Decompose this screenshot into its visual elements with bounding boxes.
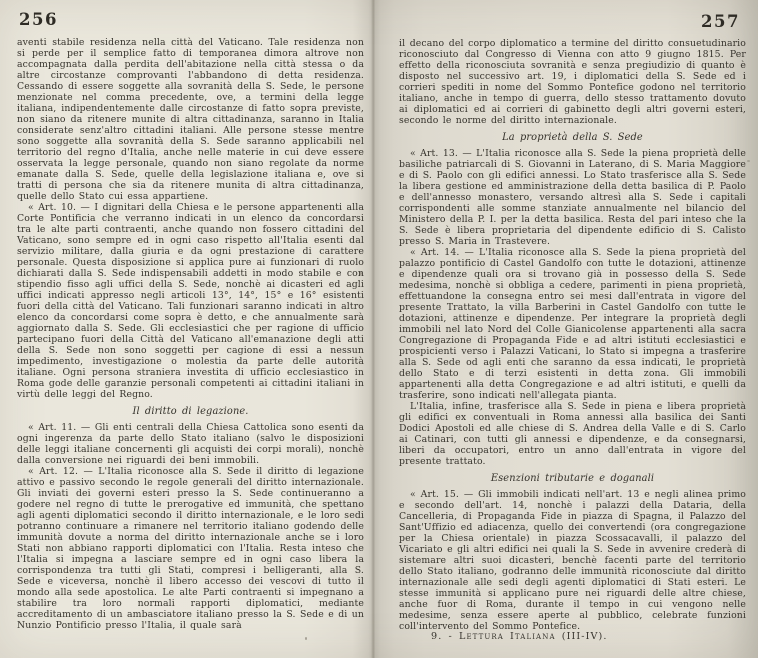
paragraph-art-15: « Art. 15. — Gli immobili indicati nell'art. 13 e negli alinea primo e secondo dell'art. 14, nonchè i palazzi della Dataria, della Cancelleria, di Propaganda Fide in piazza di Spagna, il Palazzo del Sant'Uffizio ed adiacenza, quello dei convertendi (ora congregazione per la Chiesa orientale) in piazza Scossacavalli, il palazzo del Vicariato e gli altri edifici nei quali la S. Sede in avvenire crederà di sistemare altri suoi dicasteri, benchè facenti parte del territorio dello Stato italiano, godranno delle immunità riconosciute dal diritto internazionale alle sedi degli agenti diplomatici di Stati esteri. Le stesse immunità si applicano pure nei riguardi delle altre chiese, anche fuor di Roma, durante il tempo in cui vengono nelle medesime, senza essere aperte al pubblico, celebrate funzioni coll'intervento del Sommo Pontefice. [399, 489, 746, 632]
paragraph-art9-continuation: aventi stabile residenza nella città del Vaticano. Tale residenza non si perde per il semplice fatto di temporanea dimora altrove non accompagnata dalla perdita dell'abitazione nella città stessa o da altre circostanze comprovanti l'abbandono di detta residenza. Cessando di essere soggette alla sovranità della S. Sede, le persone menzionate nel comma precedente, ove, a termini della legge italiana, indipendentemente dalle circostanze di fatto sopra previste, non siano da ritenere munite di altra cittadinanza, saranno in Italia considerate senz'altro cittadini italiani. Alle persone stesse mentre sono soggette alla sovranità della S. Sede saranno applicabili nel territorio del regno d'Italia, anche nelle materie in cui deve essere osservata la legge personale, quando non siano regolate da norme emanate dalla S. Sede, quelle della legislazione italiana e, ove si tratti di persona che sia da ritenere munita di altra cittadinanza, quelle dello Stato cui essa appartiene. [17, 37, 364, 202]
section-heading-diritto-di-legazione: Il diritto di legazione. [132, 406, 249, 417]
scan-speck [359, 272, 362, 275]
scan-speck [747, 160, 750, 162]
paragraph-art-14: « Art. 14. — L'Italia riconosce alla S. Sede la piena proprietà del palazzo pontificio di Castel Gandolfo con tutte le dotazioni, attinenze e dipendenze quali ora si trovano già in possesso della S. Sede medesima, nonchè si obbliga a cedere, parimenti in piena proprietà, effettuandone la consegna entro sei mesi dall'entrata in vigore del presente Trattato, la villa Barberini in Castel Gandolfo con tutte le dotazioni, attinenze e dipendenze. Per integrare la proprietà degli immobili nel lato Nord del Colle Gianicolense appartenenti alla sacra Congregazione di Propaganda Fide e ad altri istituti ecclesiastici e prospicienti verso i Palazzi Vaticani, lo Stato si impegna a trasferire alla S. Sede od agli enti che saranno da essa indicati, le proprietà dello Stato e di terzi esistenti in detta zona. Gli immobili appartenenti alla detta Congregazione e ad altri istituti, e quelli da trasferire, sono indicati nell'allegata pianta. [399, 247, 746, 401]
scan-speck [305, 637, 307, 640]
page-right-text [399, 38, 746, 632]
paragraph-art-13: « Art. 13. — L'Italia riconosce alla S. Sede la piena proprietà delle basiliche patriarcali di S. Giovanni in Laterano, di S. Maria Maggiore e di S. Paolo con gli edifici annessi. Lo Stato trasferisce alla S. Sede la libera gestione ed amministrazione della detta basilica di P. Paolo e dell'annesso monastero, versando altresì alla S. Sede i capitali corrispondenti alle somme stanziate annualmente nel bilancio del Ministero della P. I. per la detta basilica. Resta del pari inteso che la S. Sede è libera proprietaria del dipendente edificio di S. Calisto presso S. Maria in Trastevere. [399, 148, 746, 247]
paragraph-art12-continuation: il decano del corpo diplomatico a termine del diritto consuetudinario riconosciuto dal Congresso di Vienna con atto 9 giugno 1815. Per effetto della riconosciuta sovranità e senza pregiudizio di quanto è disposto nel successivo art. 19, i diplomatici della S. Sede ed i corrieri spediti in nome del Sommo Pontefice godono nel territorio italiano, anche in tempo di guerra, dello stesso trattamento dovuto ai diplomatici ed ai corrieri di gabinetto degli altri governi esteri, secondo le norme del diritto internazionale. [399, 38, 746, 126]
volume-signature-footer: 9. - Lettura Italiana (III-IV). [431, 631, 608, 642]
paragraph-art-14-bis: L'Italia, infine, trasferisce alla S. Sede in piena e libera proprietà gli edifici ex conventuali in Roma annessi alla basilica dei Santi Dodici Apostoli ed alle chiese di S. Andrea della Valle e di S. Carlo ai Catinari, con tutti gli annessi e dipendenze, e da consegnarsi, liberi da occupatori, entro un anno dall'entrata in vigore del presente trattato. [399, 401, 746, 467]
section-heading-proprieta-s-sede: La proprietà della S. Sede [502, 132, 643, 143]
section-heading-esenzioni-tributarie: Esenzioni tributarie e doganali [490, 473, 655, 484]
paragraph-art-10: « Art. 10. — I dignitari della Chiesa e le persone appartenenti alla Corte Pontificia che verranno indicati in un elenco da concordarsi tra le alte parti contraenti, anche quando non fossero cittadini del Vaticano, sono sempre ed in ogni caso rispetto all'Italia esenti dal servizio militare, dalla giuria e da ogni prestazione di carattere personale. Questa disposizione si applica pure ai funzionari di ruolo dichiarati dalla S. Sede indispensabili addetti in modo stabile e con stipendio fisso agli uffici della S. Sede, nonchè ai dicasteri ed agli uffici indicati appresso negli articoli 13°, 14°, 15° e 16° esistenti fuori della città del Vaticano. Tali funzionari saranno indicati in altro elenco da concordarsi come sopra è detto, e che annualmente sarà aggiornato dalla S. Sede. Gli ecclesiastici che per ragione di ufficio partecipano fuori della Città del Vaticano all'emanazione degli atti della S. Sede non sono soggetti per cagione di essi a nessun impedimento, investigazione o molestia da parte delle autorità italiane. Ogni persona straniera investita di ufficio ecclesiastico in Roma gode delle garanzie personali competenti ai cittadini italiani in virtù delle leggi del Regno. [17, 202, 364, 400]
page-number-left: 256 [19, 10, 58, 29]
paragraph-art-12: « Art. 12. — L'Italia riconosce alla S. Sede il diritto di legazione attivo e passivo secondo le regole generali del diritto internazionale. Gli inviati dei governi esteri presso la S. Sede continueranno a godere nel regno di tutte le prerogative ed immunità, che spettano agli agenti diplomatici secondo il diritto internazionale, e le loro sedi potranno continuare a rimanere nel territorio italiano godendo delle immunità dovute a norma del diritto internazionale anche se i loro Stati non abbiano rapporti diplomatici con l'Italia. Resta inteso che l'Italia si impegna a lasciare sempre ed in ogni caso libera la corrispondenza tra tutti gli Stati, compresi i belligeranti, alla S. Sede e viceversa, nonchè il libero accesso dei vescovi di tutto il mondo alla sede apostolica. Le alte Parti contraenti si impegnano a stabilire tra loro normali rapporti diplomatici, mediante accreditamento di un ambasciatore italiano presso la S. Sede e di un Nunzio Pontificio presso l'Italia, il quale sarà [17, 466, 364, 631]
page-left [17, 8, 364, 631]
page-left-text [17, 37, 364, 631]
page-right [399, 8, 746, 632]
page-gutter-shadow [371, 0, 375, 658]
page-number-right: 257 [701, 12, 740, 31]
paragraph-art-11: « Art. 11. — Gli enti centrali della Chiesa Cattolica sono esenti da ogni ingerenza da parte dello Stato italiano (salvo le disposizioni delle leggi italiane concernenti gli acquisti dei corpi morali), nonchè dalla conversione nei riguardi dei beni immobili. [17, 422, 364, 466]
